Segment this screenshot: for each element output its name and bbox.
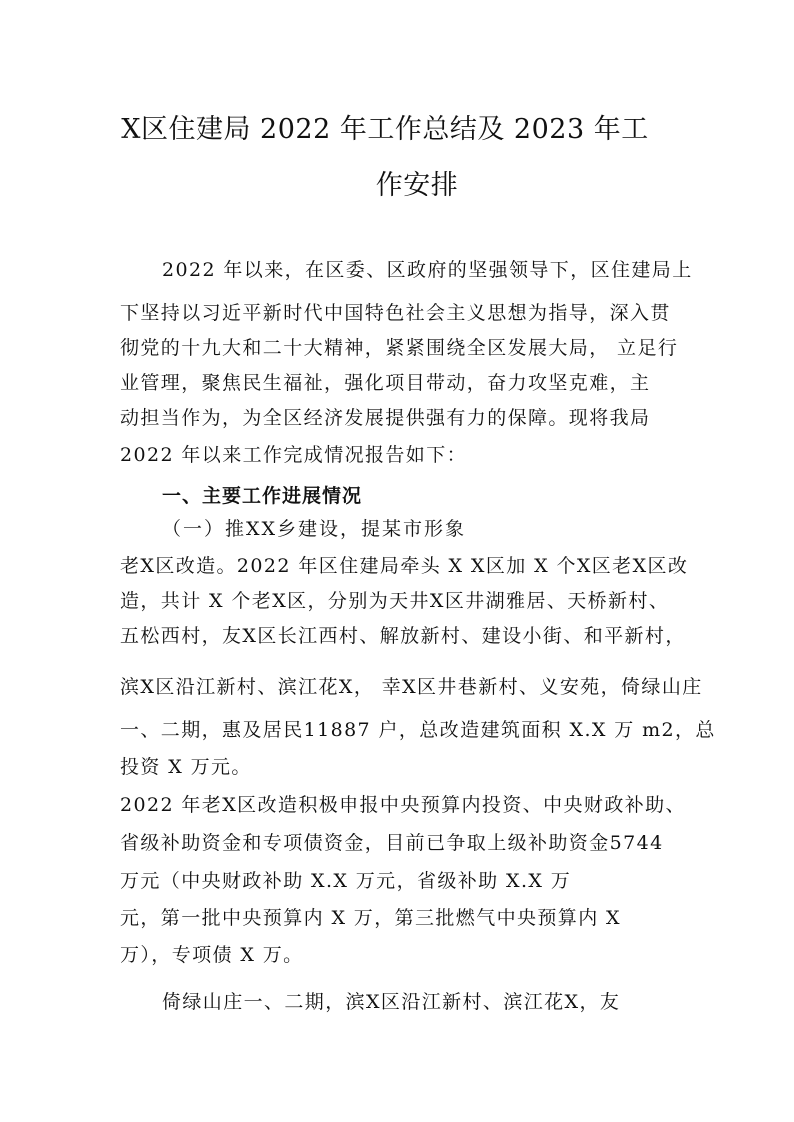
body3-line-1: 倚绿山庄一、二期，滨X区沿江新村、滨江花X，友 — [162, 991, 621, 1013]
body1-line-3: 五松西村，友X区长江西村、解放新村、建设小街、和平新村， — [120, 625, 686, 647]
section-heading-1: 一、主要工作进展情况 — [162, 485, 363, 507]
intro-line-1: 2022 年以来，在区委、区政府的坚强领导下，区住建局上 — [162, 259, 693, 281]
body2-line-3: 万元（中央财政补助 X.X 万元，省级补助 X.X 万 — [120, 870, 572, 892]
intro-line-3: 彻党的十九大和二十大精神，紧紧围绕全区发展大局， 立足行 — [120, 337, 679, 359]
body1-line-5: 一、二期，惠及居民11887 户，总改造建筑面积 X.X 万 m2，总 — [120, 719, 716, 741]
body2-line-2: 省级补助资金和专项债资金，目前已争取上级补助资金5744 — [120, 832, 664, 854]
body1-line-1: 老X区改造。2022 年区住建局牵头 X X区加 X 个X区老X区改 — [120, 555, 689, 577]
intro-line-2: 下坚持以习近平新时代中国特色社会主义思想为指导，深入贯 — [120, 302, 671, 324]
body1-line-4: 滨X区沿江新村、滨江花X， 幸X区井巷新村、义安苑，倚绿山庄 — [120, 676, 703, 698]
document-title-line-1: X区住建局 2022 年工作总结及 2023 年工 — [121, 114, 649, 145]
body2-line-5: 万），专项债 X 万。 — [120, 944, 304, 966]
body2-line-4: 元，第一批中央预算内 X 万，第三批燃气中央预算内 X — [120, 907, 621, 929]
body2-line-1: 2022 年老X区改造积极申报中央预算内投资、中央财政补助、 — [120, 794, 686, 816]
intro-line-6: 2022 年以来工作完成情况报告如下： — [120, 444, 467, 466]
intro-line-5: 动担当作为，为全区经济发展提供强有力的保障。现将我局 — [120, 407, 651, 429]
body1-line-2: 造，共计 X 个老X区，分别为天井X区井湖雅居、天桥新村、 — [120, 590, 670, 612]
body1-line-6: 投资 X 万元。 — [120, 756, 252, 778]
intro-line-4: 业管理，聚焦民生福祉，强化项目带动，奋力攻坚克难，主 — [120, 372, 651, 394]
section-heading-2: （一）推XX乡建设，提某市形象 — [162, 518, 467, 540]
document-title-line-2: 作安排 — [375, 170, 459, 201]
